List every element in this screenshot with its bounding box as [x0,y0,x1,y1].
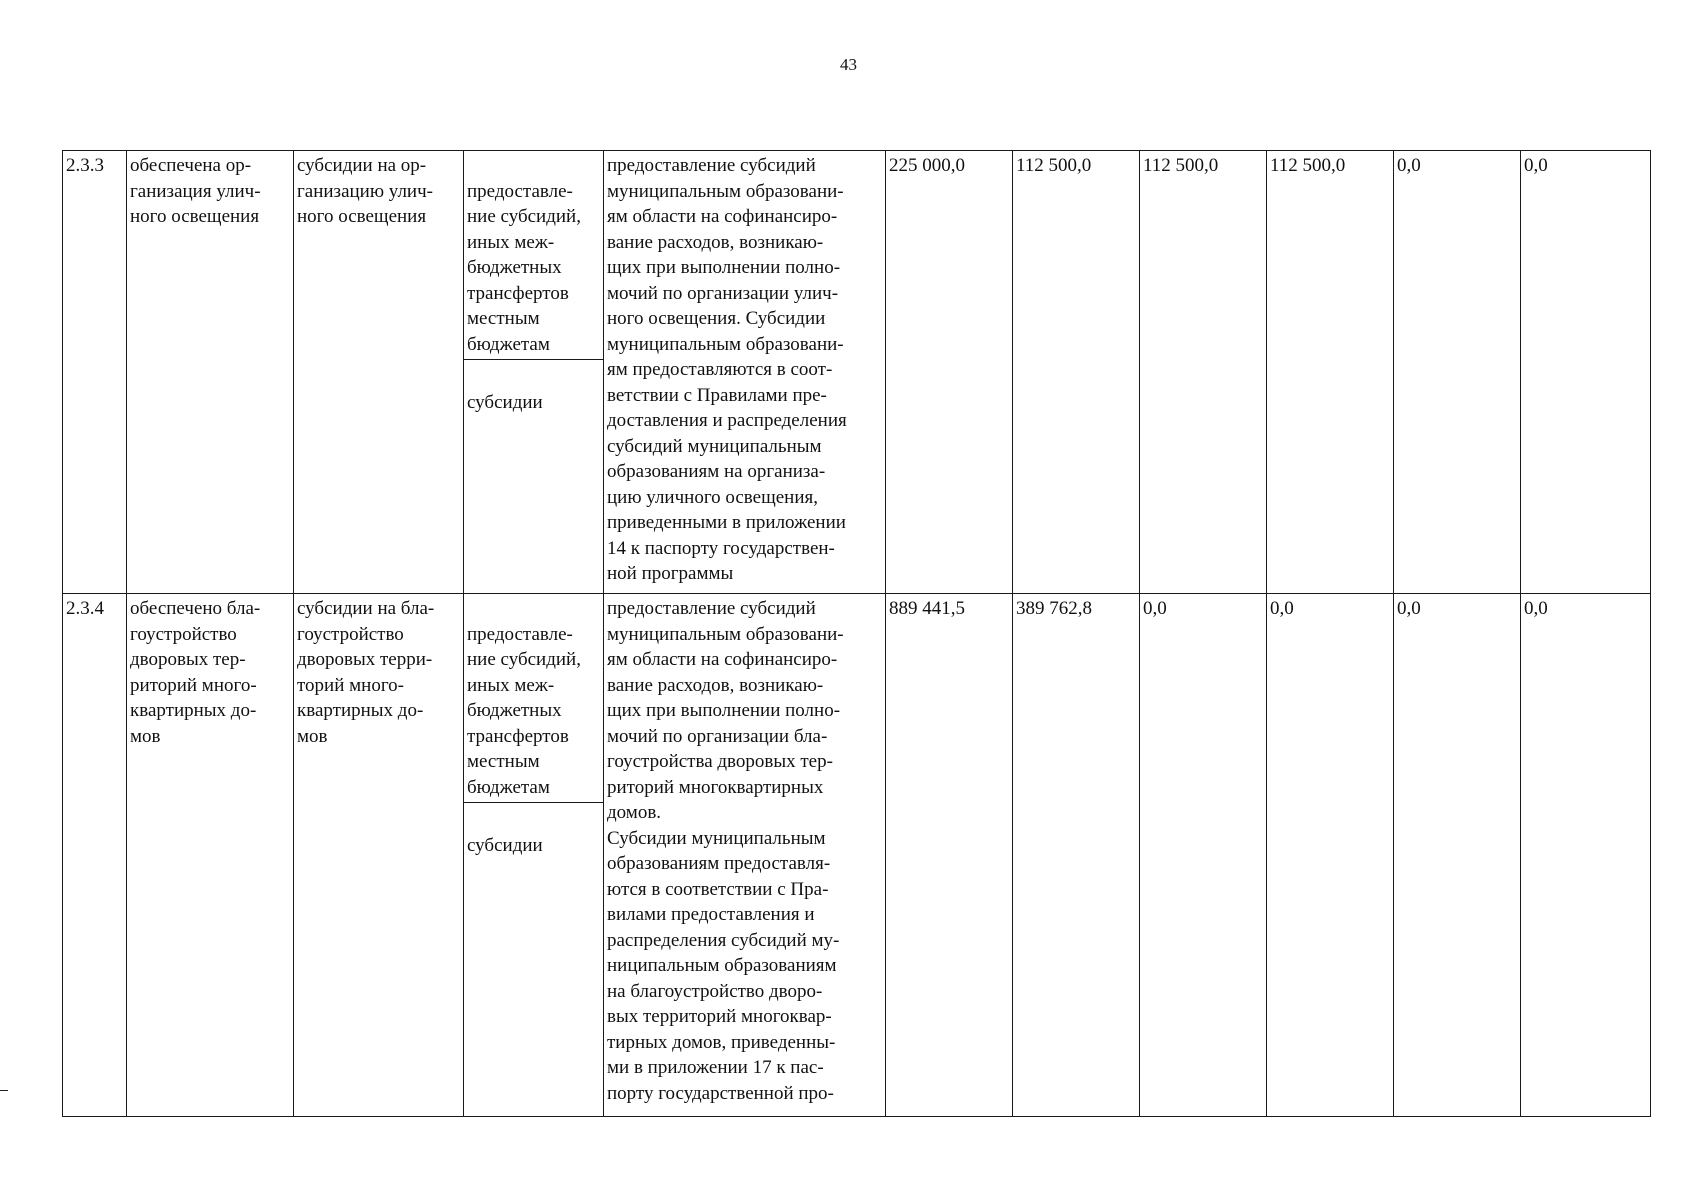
page-number: 43 [840,55,857,74]
measure-description: предоставление субсидий муниципальным образовани- ям области на софинансиро- вание расходов, возникаю- щих при выполнении полно- мочий по организации улич- ного освещения. Субсидии муниципальным образовани- ям предоставляются в соот- ветствии с Правилами пре- доставления и распределения субсидий муниципальным образованиям на организа- цию уличного освещения, приведенными в приложении 14 к паспорту государствен- ной программы [604,151,886,594]
amount-cell: 0,0 [1394,151,1521,594]
expected-result: обеспечено бла- гоустройство дворовых тер- риторий много- квартирных до- мов [127,594,294,1117]
margin-mark [0,1090,8,1091]
row-code: 2.3.4 [63,594,127,1117]
amount-cell: 225 000,0 [886,151,1013,594]
amount-cell: 0,0 [1394,594,1521,1117]
measure-subtype: субсидии [467,834,543,856]
measure-type: предоставле- ние субсидий, иных меж- бюджетных трансфертов местным бюджетам [464,177,603,361]
table-row [63,594,1651,1117]
amount-cell: 389 762,8 [1013,594,1140,1117]
amount-cell: 0,0 [1267,594,1394,1117]
amount-cell: 112 500,0 [1140,151,1267,594]
amount-cell: 0,0 [1521,594,1651,1117]
table-row [63,151,1651,594]
measure-name: субсидии на бла- гоустройство дворовых терри- торий много- квартирных до- мов [294,594,464,1117]
program-table [62,150,1650,1117]
row-code: 2.3.3 [63,151,127,594]
measures-table [62,150,1651,1117]
expected-result: обеспечена ор- ганизация улич- ного освещения [127,151,294,594]
measure-type-cell [464,594,604,1117]
measure-type-cell [464,151,604,594]
measure-name: субсидии на ор- ганизацию улич- ного освещения [294,151,464,594]
measure-description: предоставление субсидий муниципальным образовани- ям области на софинансиро- вание расходов, возникаю- щих при выполнении полно- мочий по организации бла- гоустройства дворовых тер- риторий многоквартирных домов. Субсидии муниципальным образованиям предоставля- ются в соответствии с Пра- вилами предоставления и распределения субсидий му- ниципальным образованиям на благоустройство дворо- вых территорий многоквар- тирных домов, приведенны- ми в приложении 17 к пас- порту государственной про- [604,594,886,1117]
measure-type: предоставле- ние субсидий, иных меж- бюджетных трансфертов местным бюджетам [464,620,603,804]
amount-cell: 0,0 [1521,151,1651,594]
amount-cell: 0,0 [1140,594,1267,1117]
amount-cell: 112 500,0 [1267,151,1394,594]
amount-cell: 112 500,0 [1013,151,1140,594]
measure-subtype: субсидии [467,391,543,413]
amount-cell: 889 441,5 [886,594,1013,1117]
